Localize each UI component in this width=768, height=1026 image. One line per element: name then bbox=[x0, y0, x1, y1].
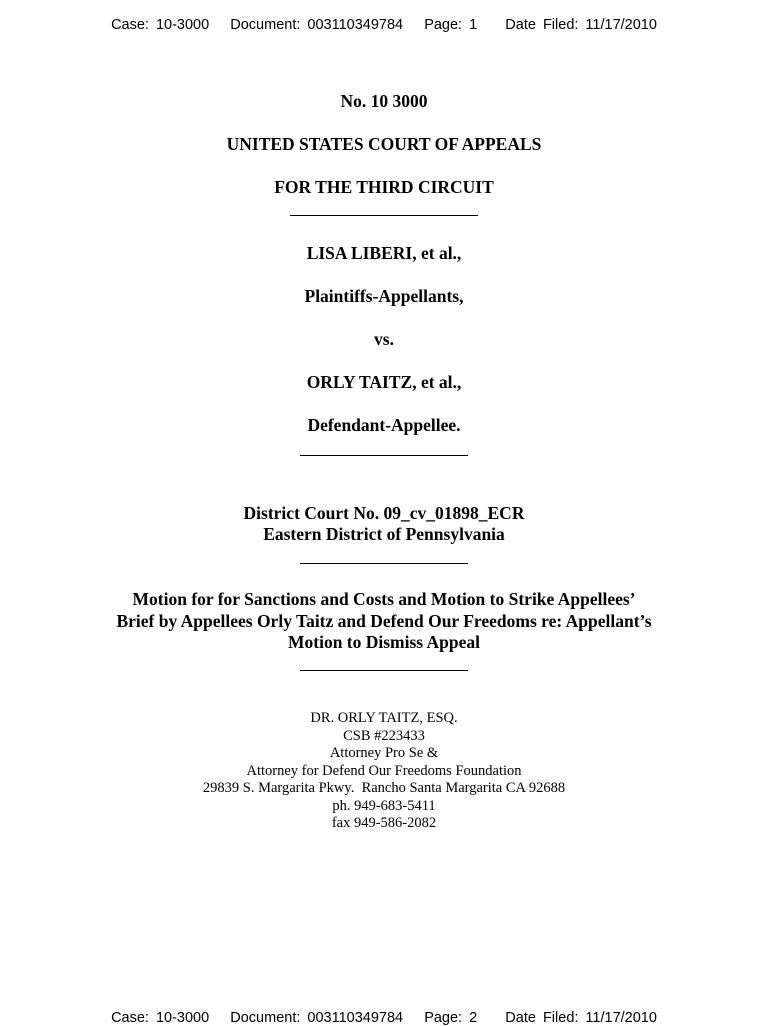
defendant-role: Defendant-Appellee. bbox=[307, 415, 461, 435]
attorney-bar-number: CSB #223433 bbox=[343, 728, 425, 744]
attorney-phone: ph. 949-683-5411 bbox=[332, 798, 436, 814]
divider-rule bbox=[300, 563, 468, 564]
motion-title-line3: Motion to Dismiss Appeal bbox=[287, 632, 481, 652]
plaintiff-name: LISA LIBERI, et al., bbox=[306, 243, 462, 263]
divider-rule bbox=[300, 670, 468, 671]
circuit-name: FOR THE THIRD CIRCUIT bbox=[274, 177, 494, 197]
district-name: Eastern District of Pennsylvania bbox=[263, 524, 505, 544]
versus-text: vs. bbox=[374, 329, 394, 349]
case-number: No. 10 3000 bbox=[340, 91, 428, 111]
page-header-bottom: Case: 10-3000 Document: 003110349784 Page: 2 Date Filed: 11/17/2010 bbox=[111, 1010, 657, 1026]
attorney-role: Attorney Pro Se & bbox=[329, 745, 439, 761]
divider-rule bbox=[290, 215, 478, 216]
attorney-organization: Attorney for Defend Our Freedoms Foundation bbox=[246, 763, 522, 779]
plaintiff-role: Plaintiffs-Appellants, bbox=[304, 286, 464, 306]
defendant-name: ORLY TAITZ, et al., bbox=[306, 372, 462, 392]
divider-rule bbox=[300, 455, 468, 456]
court-name: UNITED STATES COURT OF APPEALS bbox=[226, 134, 542, 154]
motion-title-line1: Motion for for Sanctions and Costs and Motion to Strike Appellees’ bbox=[132, 589, 636, 609]
attorney-address: 29839 S. Margarita Pkwy. Rancho Santa Margarita CA 92688 bbox=[202, 780, 566, 796]
motion-title-line2: Brief by Appellees Orly Taitz and Defend Our Freedoms re: Appellant’s bbox=[116, 611, 652, 631]
attorney-fax: fax 949-586-2082 bbox=[331, 815, 437, 831]
attorney-name: DR. ORLY TAITZ, ESQ. bbox=[310, 710, 458, 726]
page-header-top: Case: 10-3000 Document: 003110349784 Page: 1 Date Filed: 11/17/2010 bbox=[111, 17, 657, 33]
district-court-number: District Court No. 09_cv_01898_ECR bbox=[243, 503, 525, 523]
